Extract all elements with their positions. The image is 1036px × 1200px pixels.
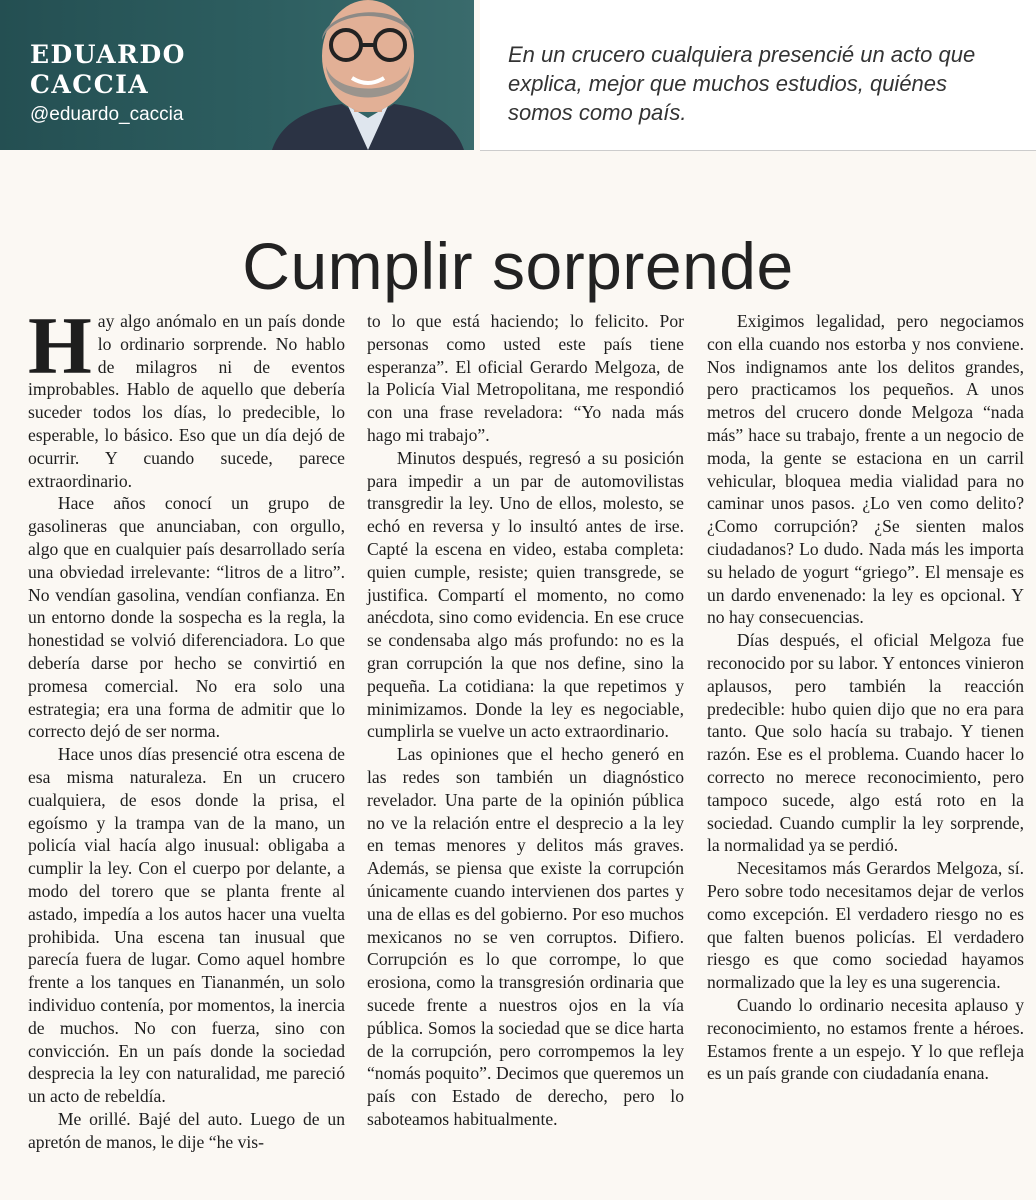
author-handle: @eduardo_caccia <box>30 104 184 125</box>
paragraph: Hace años conocí un grupo de gasolineras que anunciaban, con orgullo, algo que en cualquier país desarrollado sería una obviedad irrelevante: “litros de a litro”. No vendían gasolina, vendían confianza. En un entorno donde la sospecha es la regla, la honestidad se volvió diferenciadora. Lo que debería darse por hecho se convirtió en promesa comercial. No era solo una estrategia; era una forma de admitir que lo correcto dejó de ser norma. <box>28 493 345 742</box>
paragraph: Necesitamos más Gerardos Melgoza, sí. Pero sobre todo necesitamos dejar de verlos como excepción. El verdadero riesgo no es que falten buenos policías. El verdadero riesgo es que como sociedad hayamos normalizado que la ley es una sugerencia. <box>707 858 1024 993</box>
article-title: Cumplir sorprende <box>242 229 794 304</box>
paragraph: Exigimos legalidad, pero negociamos con ella cuando nos estorba y nos conviene. Nos indignamos ante los delitos grandes, pero practicamos los pequeños. A unos metros del crucero donde Melgoza “nada más” hace su trabajo, frente a un negocio de moda, la gente se estaciona en un carril vehicular, bloquea media vialidad para no caminar unos pasos. ¿Lo ven como delito? ¿Como corrupción? ¿Se sienten malos ciudadanos? Lo dudo. Nada más les importa su helado de yogurt “griego”. El mensaje es un dardo envenenado: la ley es opcional. Y no hay consecuencias. <box>707 311 1024 628</box>
author-portrait <box>262 0 474 150</box>
drop-cap: H <box>28 300 92 391</box>
paragraph-continued: to lo que está haciendo; lo felicito. Por personas como usted este país tiene esperanza”. El oficial Gerardo Melgoza, de la Policía Vial Metropolitana, me respondió con una frase reveladora: “Yo nada más hago mi trabajo”. <box>367 311 684 445</box>
paragraph: Minutos después, regresó a su posición para impedir a un par de automovilistas transgredir la ley. Uno de ellos, molesto, se echó en reversa y lo insultó antes de irse. Capté la escena en video, estaba completa: quien cumple, resiste; quien transgrede, se justifica. Compartí el momento, no como anécdota, sino como evidencia. En ese cruce se condensaba algo más profundo: no es la gran corrupción la que nos define, sino la pequeña. La cotidiana: la que repetimos y minimizamos. Donde la ley es negociable, cumplirla se vuelve un acto extraordinario. <box>367 447 684 742</box>
paragraph: Las opiniones que el hecho generó en las redes son también un diagnóstico revelador. Una parte de la opinión pública no ve la relación entre el desprecio a la ley en temas menores y delitos más graves. Además, se piensa que existe la corrupción únicamente cuando intervienen dos partes y una de ellas es del gobierno. Por eso muchos mexicanos no se ven corruptos. Difiero. Corrupción es lo que corrompe, lo que erosiona, como la transgresión ordinaria que sucede frente a nuestros ojos en la vía pública. Somos la sociedad que se dice harta de la corrupción, pero corrompemos la ley “nomás poquito”. Decimos que queremos un país con Estado de derecho, pero lo saboteamos habitualmente. <box>367 744 684 1129</box>
paragraph: Cuando lo ordinario necesita aplauso y reconocimiento, no estamos frente a héroes. Estamos frente a un espejo. Y lo que refleja es un país grande con ciudadanía enana. <box>707 994 1024 1084</box>
paragraph: Me orillé. Bajé del auto. Luego de un apretón de manos, le dije “he vis- <box>28 1108 345 1152</box>
paragraph <box>28 300 345 492</box>
column-header <box>0 0 1036 150</box>
article-column-1 <box>28 300 345 1153</box>
pull-quote-box <box>480 0 1036 151</box>
author-last-name: CACCIA <box>30 70 150 99</box>
author-name <box>30 40 186 100</box>
paragraph-text: ay algo anómalo en un país donde lo ordinario sorprende. No hablo de milagros ni de eventos improbables. Hablo de aquello que debería suceder todos los días, lo predecible, lo esperable, lo básico. Eso que un día dejó de ocurrir. Y cuando sucede, parece extraordinario. <box>28 311 345 491</box>
paragraph: Días después, el oficial Melgoza fue reconocido por su labor. Y entonces vinieron aplausos, pero también la reacción predecible: hubo quien dijo que no era para tanto. Que solo hacía su trabajo. Y tienen razón. Ese es el problema. Cuando hacer lo correcto no merece reconocimiento, pero tampoco sucede, algo está roto en la sociedad. Cuando cumplir la ley sorprende, la normalidad ya se perdió. <box>707 630 1024 856</box>
pull-quote: En un crucero cualquiera presencié un acto que explica, mejor que muchos estudios, quiénes somos como país. <box>508 42 976 125</box>
article-column-2 <box>367 310 684 1131</box>
author-box <box>0 0 474 150</box>
author-first-name: EDUARDO <box>30 40 186 69</box>
paragraph: Hace unos días presencié otra escena de esa misma naturaleza. En un crucero cualquiera, de esos donde la prisa, el egoísmo y la trampa van de la mano, un policía vial hacía algo inusual: obligaba a cumplir la ley. Con el cuerpo por delante, a modo del torero que se planta frente al astado, impedía a los autos hacer una vuelta prohibida. Una escena tan inusual que parecía fuera de lugar. Como aquel hombre frente a los tanques en Tiananmén, un solo individuo contenía, por momentos, la inercia de muchos. No con fuerza, sino con convicción. En un país donde la sociedad desprecia la ley con naturalidad, me pareció un acto de rebeldía. <box>28 744 345 1107</box>
article-column-3 <box>707 310 1024 1085</box>
